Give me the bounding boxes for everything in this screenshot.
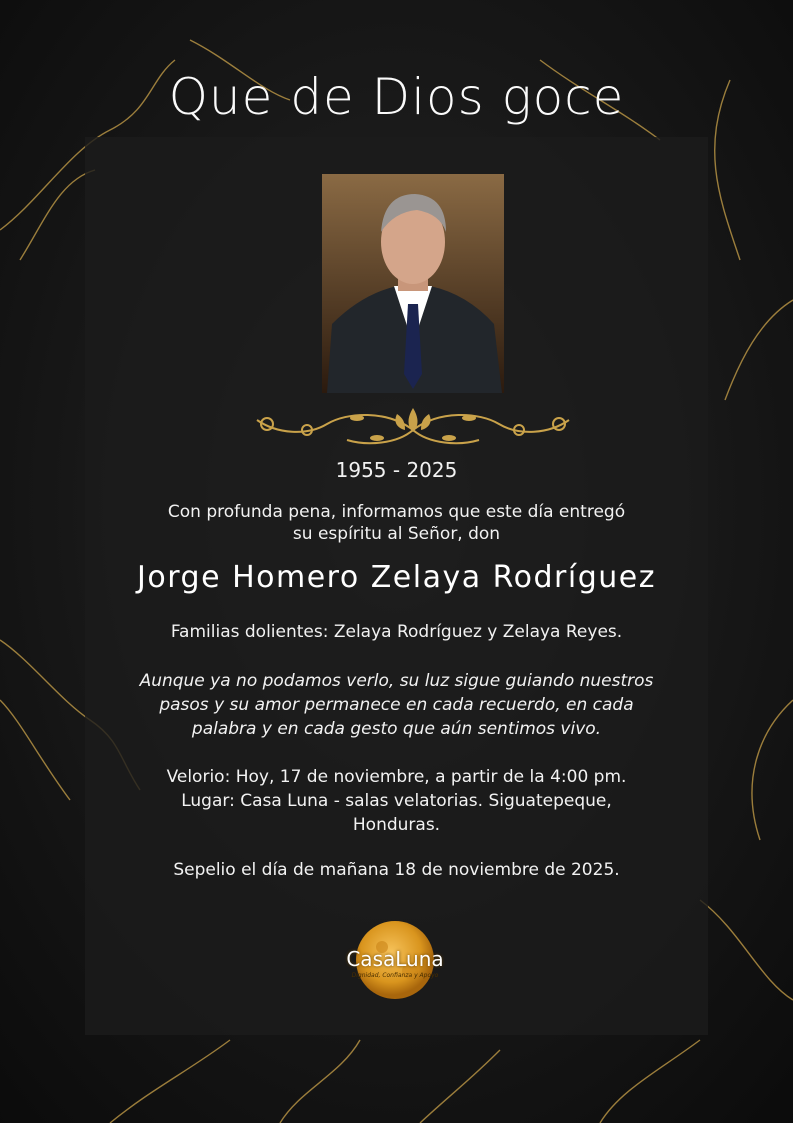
wake-details bbox=[85, 765, 708, 837]
mourning-families: Familias dolientes: Zelaya Rodríguez y Zelaya Reyes. bbox=[170, 622, 623, 642]
life-years: 1955 - 2025 bbox=[335, 458, 458, 482]
announcement-text bbox=[85, 501, 708, 545]
quote-line: Aunque ya no podamos verlo, su luz sigue guiando nuestros bbox=[139, 671, 654, 691]
quote-line: palabra y en cada gesto que aún sentimos vivo. bbox=[191, 719, 602, 739]
portrait-photo bbox=[322, 174, 504, 393]
quote-line: pasos y su amor permanece en cada recuerdo, en cada bbox=[159, 695, 634, 715]
memorial-quote bbox=[85, 669, 708, 741]
wake-line: Honduras. bbox=[352, 815, 441, 835]
logo-tagline: Dignidad, Confianza y Apoyo bbox=[351, 972, 439, 979]
announcement-line: Con profunda pena, informamos que este día entregó bbox=[167, 502, 626, 522]
wake-line: Velorio: Hoy, 17 de noviembre, a partir de la 4:00 pm. bbox=[166, 767, 627, 787]
gold-ornament bbox=[247, 400, 579, 452]
deceased-name: Jorge Homero Zelaya Rodríguez bbox=[137, 560, 656, 595]
announcement-line: su espíritu al Señor, don bbox=[292, 524, 501, 544]
wake-line: Lugar: Casa Luna - salas velatorias. Siguatepeque, bbox=[181, 791, 612, 811]
page-title: Que de Dios goce bbox=[168, 68, 625, 126]
logo-name: CasaLuna bbox=[346, 947, 444, 971]
burial-details: Sepelio el día de mañana 18 de noviembre de 2025. bbox=[173, 860, 620, 880]
casaluna-logo bbox=[342, 919, 448, 1001]
